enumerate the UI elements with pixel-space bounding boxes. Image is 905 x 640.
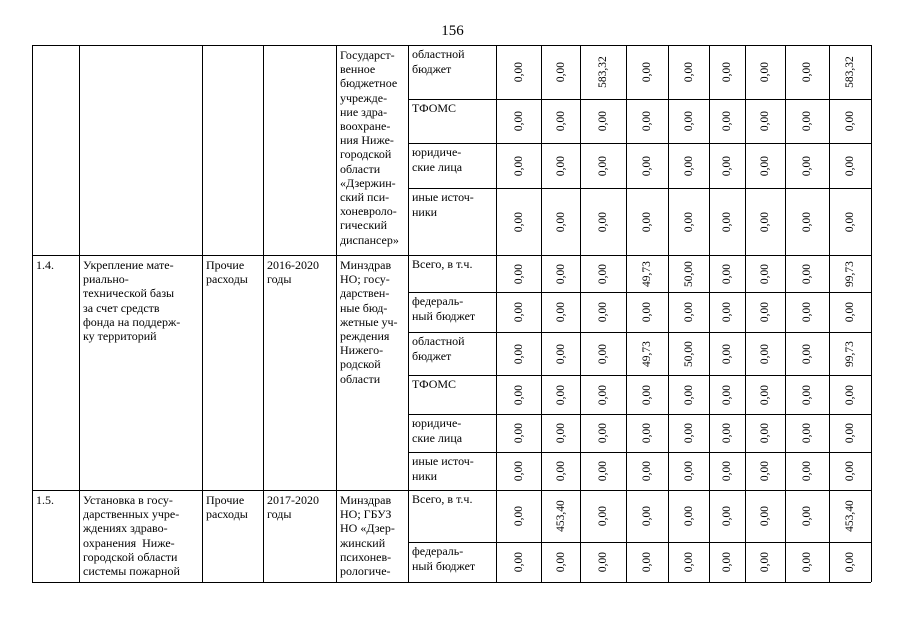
funding-source: иные источ- ники [412,454,474,483]
amount-cell: 0,00 [682,155,695,176]
funding-source: федераль- ный бюджет [412,294,476,323]
cost-type: Прочие расходы [206,258,248,287]
amount-cell: 0,00 [682,422,695,444]
amount-cell: 0,00 [844,460,856,482]
amount-cell: 0,00 [512,505,525,527]
amount-cell: 0,00 [554,155,567,176]
amount-cell: 0,00 [512,211,525,232]
amount-cell: 0,00 [597,301,609,323]
amount-cell: 0,00 [641,460,653,482]
amount-cell: 0,00 [682,460,695,482]
amount-cell: 0,00 [844,422,856,444]
amount-cell: 0,00 [801,422,813,444]
amount-cell: 0,00 [597,551,609,573]
amount-cell: 0,00 [512,551,525,573]
amount-cell: 0,00 [721,551,733,573]
amount-cell: 0,00 [512,155,525,176]
amount-cell: 0,00 [512,343,525,364]
amount-cell: 0,00 [721,384,733,405]
page-number: 156 [441,23,464,39]
row-number: 1.5. [36,493,54,507]
row-number: 1.4. [36,258,54,272]
amount-cell: 0,00 [597,263,609,284]
amount-cell: 0,00 [721,110,733,132]
amount-cell: 0,00 [641,551,653,573]
amount-cell: 0,00 [844,551,856,573]
amount-cell: 0,00 [759,551,771,573]
funding-source: областной бюджет [412,47,465,76]
funding-source: областной бюджет [412,334,465,363]
amount-cell: 0,00 [554,384,567,405]
amount-cell: 0,00 [844,155,856,176]
funding-source: иные источ- ники [412,190,474,219]
amount-cell: 0,00 [801,263,813,284]
amount-cell: 0,00 [554,422,567,444]
amount-cell: 49,73 [641,260,653,287]
amount-cell: 0,00 [641,384,653,405]
amount-cell: 0,00 [801,343,813,364]
amount-cell: 0,00 [801,505,813,527]
amount-cell: 0,00 [554,301,567,323]
amount-cell: 0,00 [597,460,609,482]
funding-source: юридиче- ские лица [412,416,463,445]
cost-type: Прочие расходы [206,493,248,522]
amount-cell: 0,00 [641,110,653,132]
amount-cell: 0,00 [759,110,771,132]
amount-cell: 0,00 [844,110,856,132]
amount-cell: 0,00 [721,505,733,527]
amount-cell: 0,00 [759,155,771,176]
amount-cell: 0,00 [801,551,813,573]
amount-cell: 0,00 [597,155,609,176]
amount-cell: 0,00 [682,301,695,323]
amount-cell: 0,00 [682,110,695,132]
amount-cell: 0,00 [801,110,813,132]
amount-cell: 0,00 [512,422,525,444]
amount-cell: 0,00 [641,155,653,176]
funding-source: федераль- ный бюджет [412,544,476,573]
amount-cell: 0,00 [759,384,771,405]
amount-cell: 0,00 [512,460,525,482]
amount-cell: 0,00 [759,211,771,232]
amount-cell: 0,00 [801,384,813,405]
amount-cell: 0,00 [721,211,733,232]
amount-cell: 0,00 [721,263,733,284]
amount-cell: 0,00 [682,384,695,405]
amount-cell: 0,00 [801,61,813,83]
amount-cell: 583,32 [844,56,856,88]
amount-cell: 0,00 [554,551,567,573]
amount-cell: 0,00 [801,155,813,176]
period: 2016-2020 годы [267,258,319,287]
amount-cell: 0,00 [554,343,567,364]
amount-cell: 0,00 [801,211,813,232]
amount-cell: 0,00 [721,61,733,83]
amount-cell: 0,00 [597,422,609,444]
amount-cell: 50,00 [682,340,695,367]
amount-cell: 0,00 [801,301,813,323]
amount-cell: 0,00 [641,301,653,323]
amount-cell: 0,00 [682,61,695,83]
amount-cell: 0,00 [759,61,771,83]
amount-cell: 453,40 [844,500,856,532]
amount-cell: 0,00 [554,263,567,284]
amount-cell: 0,00 [512,301,525,323]
amount-cell: 99,73 [844,260,856,287]
amount-cell: 50,00 [682,260,695,287]
amount-cell: 49,73 [641,340,653,367]
funding-source: Всего, в т.ч. [412,257,473,271]
amount-cell: 0,00 [759,301,771,323]
amount-cell: 0,00 [554,61,567,83]
amount-cell: 0,00 [682,505,695,527]
funding-source: ТФОМС [412,377,457,391]
amount-cell: 0,00 [554,211,567,232]
amount-cell: 0,00 [844,384,856,405]
executor: Минздрав НО; госу- дарствен- ные бюд- жетные уч- реждения Нижего- родской области [340,258,398,386]
amount-cell: 0,00 [641,211,653,232]
amount-cell: 0,00 [844,301,856,323]
period: 2017-2020 годы [267,493,319,522]
amount-cell: 0,00 [554,460,567,482]
measure-name: Установка в госу- дарственных учре- ждениях здраво- охранения Ниже- городской области системы пожарной [83,493,180,579]
amount-cell: 0,00 [844,211,856,232]
amount-cell: 99,73 [844,340,856,367]
funding-source: юридиче- ские лица [412,145,463,174]
amount-cell: 0,00 [512,263,525,284]
amount-cell: 0,00 [759,263,771,284]
funding-source: ТФОМС [412,101,457,115]
amount-cell: 0,00 [801,460,813,482]
amount-cell: 0,00 [721,301,733,323]
amount-cell: 0,00 [721,460,733,482]
amount-cell: 0,00 [512,61,525,83]
funding-source: Всего, в т.ч. [412,492,473,506]
amount-cell: 0,00 [512,384,525,405]
amount-cell: 0,00 [721,155,733,176]
executor: Минздрав НО; ГБУЗ НО «Дзер- жинский психонев- рологиче- [340,493,395,579]
amount-cell: 0,00 [721,343,733,364]
amount-cell: 0,00 [597,110,609,132]
amount-cell: 0,00 [759,460,771,482]
amount-cell: 0,00 [512,110,525,132]
amount-cell: 453,40 [554,500,567,532]
measure-name: Укрепление мате- риально- технической базы за счет средств фонда на поддерж- ку территорий [83,258,181,344]
amount-cell: 0,00 [759,343,771,364]
amount-cell: 583,32 [597,56,609,88]
amount-cell: 0,00 [682,551,695,573]
amount-cell: 0,00 [597,343,609,364]
amount-cell: 0,00 [759,505,771,527]
amount-cell: 0,00 [759,422,771,444]
amount-cell: 0,00 [641,505,653,527]
amount-cell: 0,00 [554,110,567,132]
amount-cell: 0,00 [597,505,609,527]
amount-cell: 0,00 [597,211,609,232]
amount-cell: 0,00 [682,211,695,232]
amount-cell: 0,00 [641,61,653,83]
executor: Государст- венное бюджетное учрежде- ние здра- воохране- ния Ниже- городской области «Дзержин- ский пси- хоневроло- гический диспансер» [340,48,399,247]
amount-cell: 0,00 [641,422,653,444]
amount-cell: 0,00 [597,384,609,405]
amount-cell: 0,00 [721,422,733,444]
